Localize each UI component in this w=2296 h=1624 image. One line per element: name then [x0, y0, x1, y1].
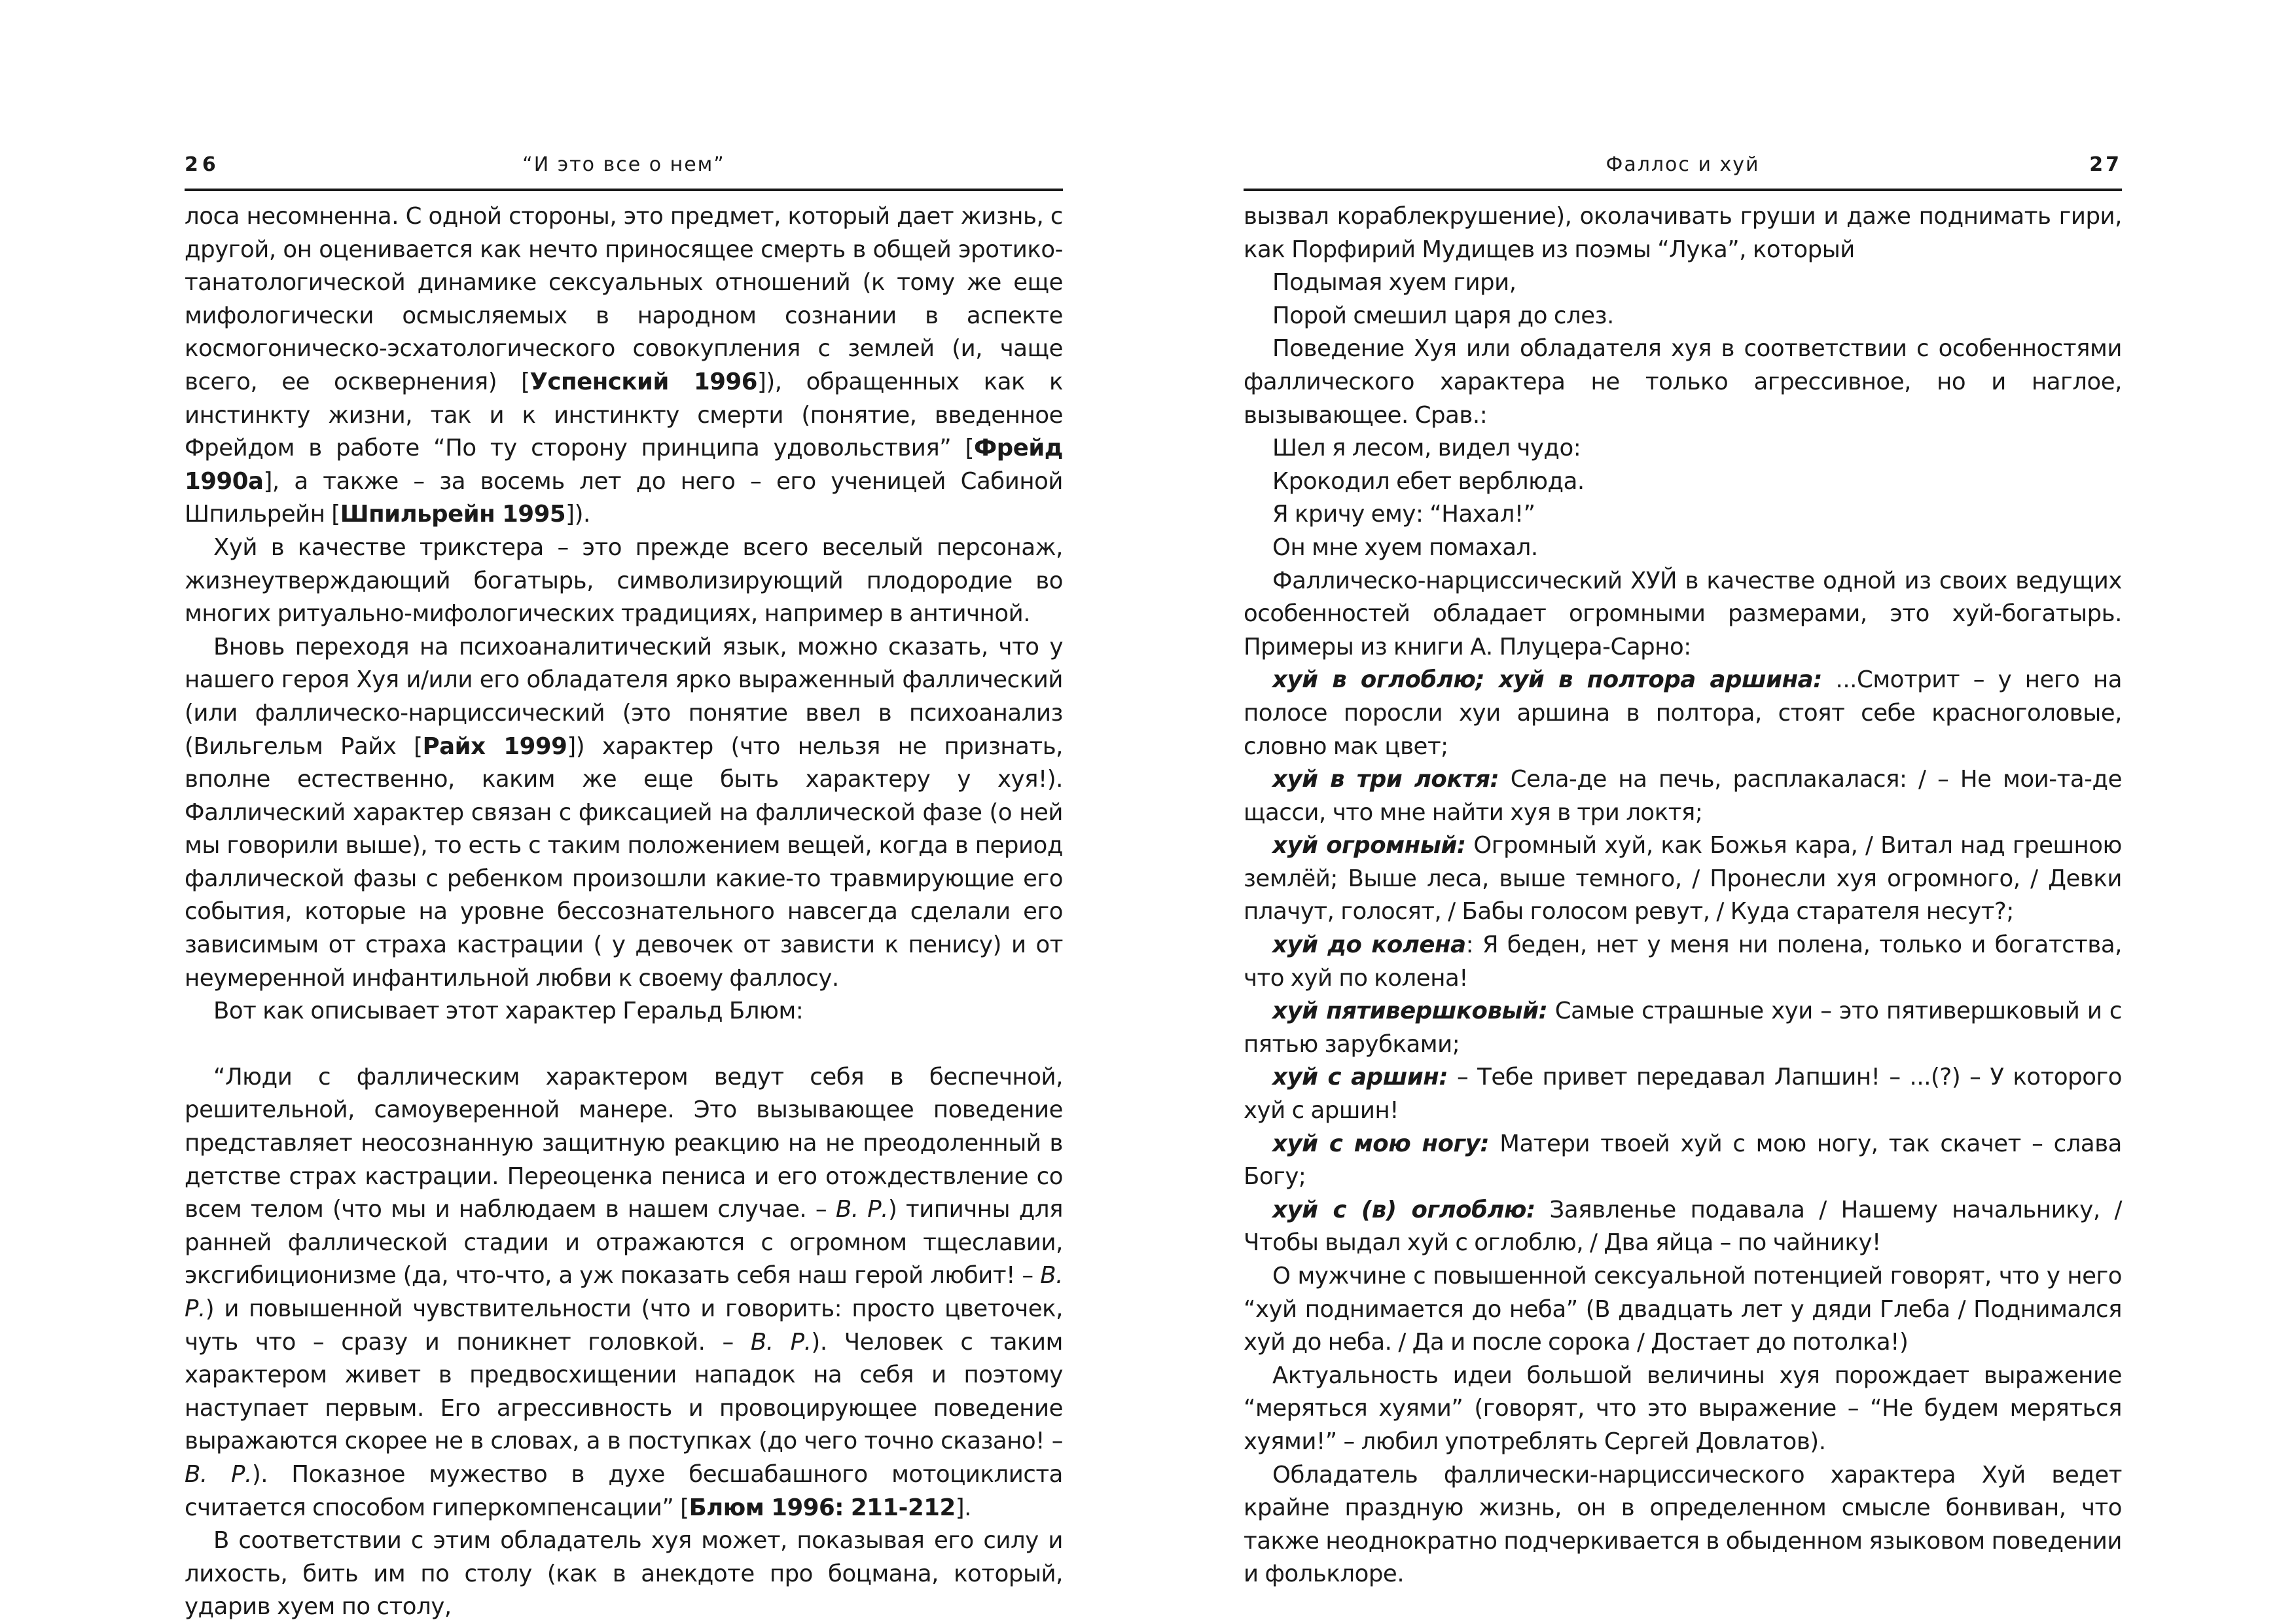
author-initials: В. Р.: [835, 1196, 888, 1223]
citation: Блюм 1996: 211-212: [689, 1494, 956, 1521]
right-running-head: [1244, 152, 2122, 191]
left-page: [185, 152, 1063, 1624]
paragraph: Поведение Хуя или обладателя хуя в соответствии с особенностями фаллического характера не только агрессивное, но и наглое, вызывающее. Срав.:: [1244, 335, 2122, 429]
paragraph: Вновь переходя на психоаналитический язык, можно сказать, что у нашего героя Хуя и/или его обладателя ярко выраженный фаллический (или фаллическо-нарциссический (это понятие ввел в психоанализ (Вильгельм Райх [Райх 1999]) характер (что нельзя не признать, вполне естественно, каким же еще быть характеру у хуя!). Фаллический характер связан с фиксацией на фаллической фазе (о ней мы говорили выше), то есть с таким положением вещей, когда в период фаллической фазы с ребенком произошли какие-то травмирующие его события, которые на уровне бессознательного навсегда сделали его зависимым от страха кастрации ( у девочек от зависти к пенису) и от неумеренной инфантильной любви к своему фаллосу.: [185, 633, 1063, 992]
paragraph: О мужчине с повышенной сексуальной потенцией говорят, что у него “хуй поднимается до неба” (В двадцать лет у дяди Глеба / Поднимался хуй до неба. / Да и после сорока / Достает до потолка!): [1244, 1263, 2122, 1356]
paragraph: вызвал кораблекрушение), околачивать груши и даже поднимать гири, как Порфирий Мудищев из поэмы “Лука”, который: [1244, 203, 2122, 263]
right-running-title: Фаллос и хуй: [1605, 153, 1760, 176]
right-page: [1244, 152, 2122, 1591]
paragraph: Обладатель фаллически-нарциссического характера Хуй ведет крайне праздную жизнь, он в определенном смысле бонвиван, что также неоднократно подчеркивается в обыденном языковом поведении и фольклоре.: [1244, 1461, 2122, 1588]
dictionary-entry: хуй с мою ногу: Матери твоей хуй с мою ногу, так скачет – слава Богу;: [1244, 1130, 2122, 1191]
right-page-number: 27: [2089, 153, 2122, 176]
entry-term: хуй до колена: [1272, 931, 1466, 959]
entry-term: хуй в три локтя:: [1272, 766, 1499, 793]
entry-term: хуй пятивершковый:: [1272, 998, 1548, 1025]
verse-line: Подымая хуем гири,: [1272, 269, 1516, 297]
verse-line: Шел я лесом, видел чудо:: [1272, 435, 1581, 462]
entry-term: хуй с (в) оглоблю:: [1272, 1196, 1535, 1223]
verse-line: Порой смешил царя до слез.: [1272, 302, 1614, 329]
paragraph: В соответствии с этим обладатель хуя может, показывая его силу и лихость, бить им по столу (как в анекдоте про боцмана, который, ударив хуем по столу,: [185, 1527, 1063, 1621]
paragraph: Фаллическо-нарциссический ХУЙ в качестве одной из своих ведущих особенностей обладает огромными размерами, это хуй-богатырь. Примеры из книги А. Плуцера-Сарно:: [1244, 567, 2122, 660]
paragraph: Хуй в качестве трикстера – это прежде всего веселый персонаж, жизнеутверждающий богатырь, символизирующий плодородие во многих ритуально-мифологических традициях, например в античной.: [185, 533, 1063, 628]
author-initials: В. Р.: [750, 1328, 812, 1356]
dictionary-entry: хуй огромный: Огромный хуй, как Божья кара, / Витал над грешною землёй; Выше леса, выше темного, / Пронесли хуя огромного, / Девки плачут, голосят, / Бабы голосом ревут, / Куда старателя несут?;: [1244, 832, 2122, 926]
left-running-head: [185, 152, 1063, 191]
dictionary-entry: хуй с (в) оглоблю: Заявленье подавала / Нашему начальнику, / Чтобы выдал хуй с оглоблю, / Два яйца – по чайнику!: [1244, 1196, 2123, 1257]
author-initials: В. Р.: [185, 1460, 252, 1488]
dictionary-entry: хуй в оглоблю; хуй в полтора аршина: ...Смотрит – у него на полосе поросли хуи аршина в полтора, стоят себе красноголовые, словно мак цвет;: [1244, 666, 2123, 760]
verse-line: Он мне хуем помахал.: [1272, 533, 1538, 561]
entry-term: хуй в оглоблю; хуй в полтора аршина:: [1272, 666, 1822, 694]
dictionary-entry: хуй с аршин: – Тебе привет передавал Лапшин! – ...(?) – У которого хуй с аршин!: [1244, 1064, 2122, 1125]
entry-term: хуй с мою ногу:: [1272, 1130, 1490, 1157]
author-initials: В. Р.: [185, 1262, 1063, 1322]
verse-line: Крокодил ебет верблюда.: [1272, 467, 1585, 495]
dictionary-entry: хуй в три локтя: Села-де на печь, расплакалася: / – Не мои-та-де щасси, что мне найти хуя в три локтя;: [1244, 766, 2122, 826]
paragraph: Актуальность идеи большой величины хуя порождает выражение “меряться хуями” (говорят, что это выражение – “Не будем меряться хуями!” – любил употреблять Сергей Довлатов).: [1244, 1362, 2122, 1455]
left-page-number: 26: [185, 153, 220, 176]
citation: Фрейд 1990а: [185, 435, 1063, 495]
left-body-text: [185, 200, 1063, 1624]
entry-term: хуй с аршин:: [1272, 1064, 1448, 1091]
left-running-title: “И это все о нем”: [522, 153, 725, 176]
verse-line: Я кричу ему: “Нахал!”: [1272, 501, 1535, 528]
quotation-paragraph: “Люди с фаллическим характером ведут себя в беспечной, решительной, самоуверенной манере. Это вызывающее поведение представляет неосознанную защитную реакцию на не преодоленный в детстве страх кастрации. Переоценка пениса и его отождествление со всем телом (что мы и наблюдаем в нашем случае. – В. Р.) типичны для ранней фаллической стадии и отражаются с огромном тщеславии, эксгибиционизме (да, что-что, а уж показать себя наш герой любит! – В. Р.) и повышенной чувствительности (что и говорить: просто цветочек, чуть что – сразу и поникнет головкой. – В. Р.). Человек с таким характером живет в предвосхищении нападок на себя и поэтому наступает первым. Его агрессивность и провоцирующее поведение выражаются скорее не в словах, а в поступках (до чего точно сказано! – В. Р.). Показное мужество в духе бесшабашного мотоциклиста считается способом гиперкомпенсации” [Блюм 1996: 211-212].: [185, 1063, 1063, 1521]
citation: Райх 1999: [422, 732, 567, 760]
dictionary-entry: хуй пятивершковый: Самые страшные хуи – это пятивершковый и с пятью зарубками;: [1244, 998, 2122, 1058]
entry-term: хуй огромный:: [1272, 832, 1466, 859]
right-body-text: [1244, 200, 2122, 1591]
paragraph: лоса несомненна. С одной стороны, это предмет, который дает жизнь, с другой, он оценивается как нечто приносящее смерть в общей эротико-танатологической динамике сексуальных отношений (к тому же еще мифологически осмысляемых в народном сознании в аспекте космогоническо-эсхатологического совокупления с землей (и, чаще всего, ее осквернения) [Успенский 1996]), обращенных как к инстинкту жизни, так и к инстинкту смерти (понятие, введенное Фрейдом в работе “По ту сторону принципа удовольствия” [Фрейд 1990а], а также – за восемь лет до него – его ученицей Сабиной Шпильрейн [Шпильрейн 1995]).: [185, 203, 1063, 528]
citation: Шпильрейн 1995: [340, 501, 566, 528]
citation: Успенский 1996: [529, 368, 757, 395]
paragraph: Вот как описывает этот характер Геральд Блюм:: [213, 998, 804, 1025]
dictionary-entry: хуй до колена: Я беден, нет у меня ни полена, только и богатства, что хуй по колена!: [1244, 931, 2122, 992]
